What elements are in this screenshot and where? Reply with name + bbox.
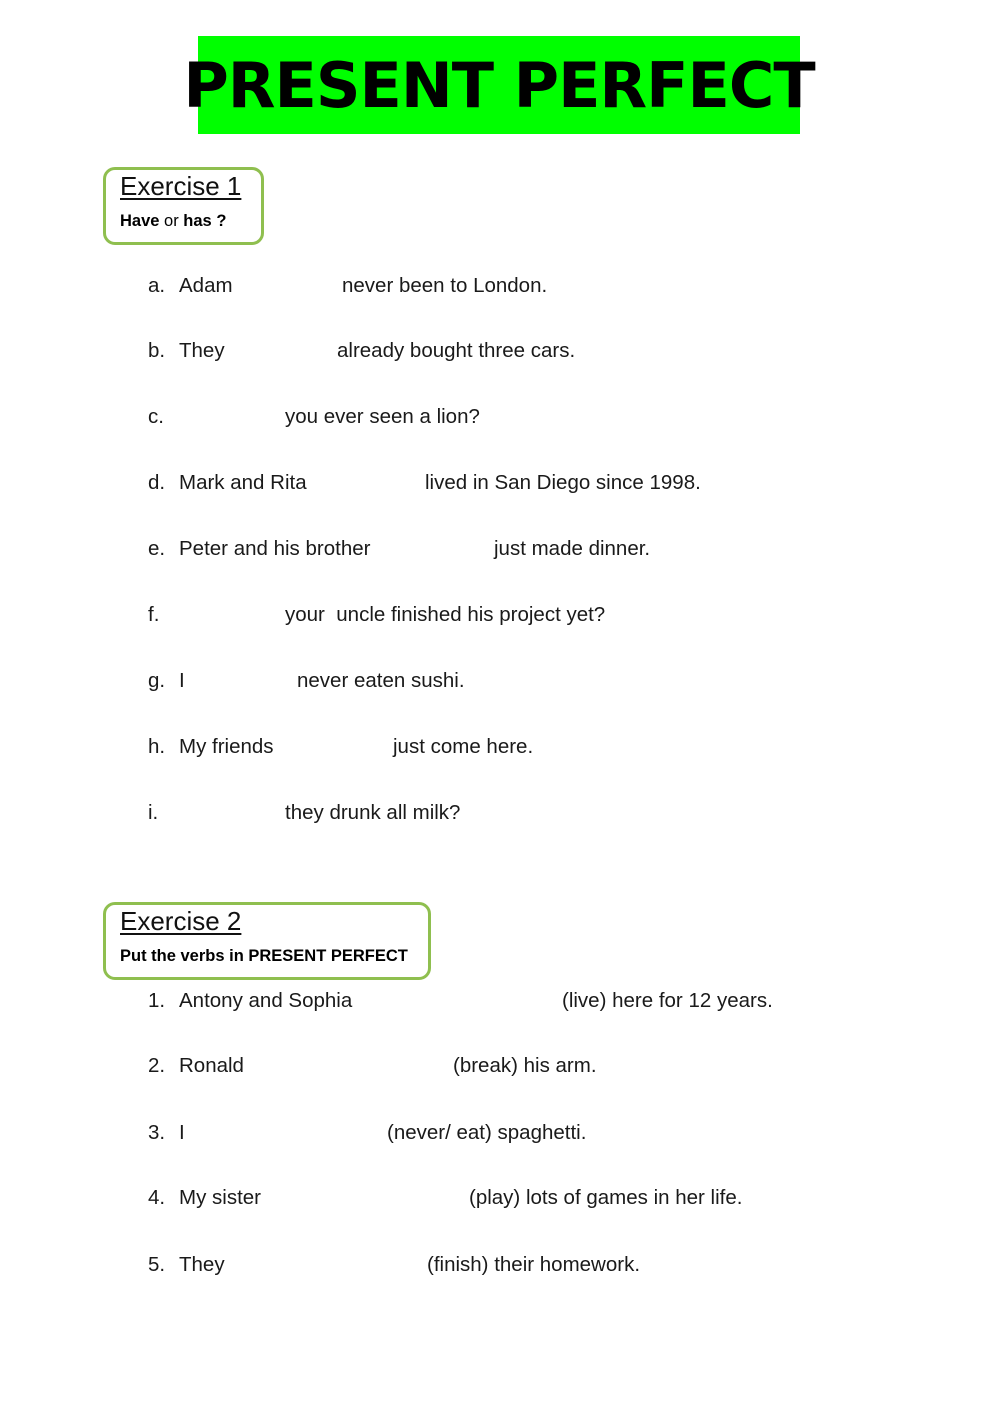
item-subject: Antony and Sophia — [179, 989, 353, 1012]
page-title: PRESENT PERFECT — [183, 48, 815, 122]
item-marker: 1. — [148, 989, 166, 1012]
item-marker: 5. — [148, 1253, 166, 1276]
item-rest: (break) his arm. — [453, 1054, 597, 1077]
item-marker: g. — [148, 669, 166, 692]
item-rest: never eaten sushi. — [297, 669, 465, 692]
item-marker: e. — [148, 537, 166, 560]
item-rest: never been to London. — [342, 274, 548, 297]
item-rest: (live) here for 12 years. — [562, 989, 773, 1012]
item-marker: b. — [148, 339, 166, 362]
item-subject: I — [179, 669, 185, 692]
instruction-have: Have — [120, 212, 160, 230]
item-subject: Adam — [179, 274, 233, 297]
item-subject: I — [179, 1121, 185, 1144]
item-marker: i. — [148, 801, 159, 824]
item-rest: lived in San Diego since 1998. — [425, 471, 701, 494]
item-subject: Ronald — [179, 1054, 244, 1077]
item-rest: already bought three cars. — [337, 339, 576, 362]
exercise-2-heading: Exercise 2 — [120, 906, 242, 936]
item-marker: d. — [148, 471, 166, 494]
exercise-2-header-box — [103, 902, 431, 980]
exercise-1-header-box — [103, 167, 264, 245]
exercise-1-instruction — [120, 212, 226, 231]
item-rest: just come here. — [393, 735, 534, 758]
item-marker: 2. — [148, 1054, 166, 1077]
title-banner — [183, 36, 815, 134]
instruction-or: or — [159, 212, 184, 230]
item-rest: you ever seen a lion? — [285, 405, 480, 428]
item-subject: My sister — [179, 1186, 261, 1209]
item-subject: Peter and his brother — [179, 537, 371, 560]
item-subject: They — [179, 339, 225, 362]
item-marker: c. — [148, 405, 164, 428]
item-rest: your uncle finished his project yet? — [285, 603, 606, 626]
instruction-has: has ? — [183, 212, 227, 230]
item-rest: they drunk all milk? — [285, 801, 461, 824]
item-marker: a. — [148, 274, 166, 297]
exercise-2-instruction: Put the verbs in PRESENT PERFECT — [120, 947, 408, 965]
item-marker: 3. — [148, 1121, 166, 1144]
item-subject: My friends — [179, 735, 274, 758]
item-rest: (never/ eat) spaghetti. — [387, 1121, 587, 1144]
item-subject: Mark and Rita — [179, 471, 307, 494]
item-marker: f. — [148, 603, 160, 626]
item-rest: just made dinner. — [494, 537, 651, 560]
exercise-1-heading: Exercise 1 — [120, 171, 242, 201]
item-subject: They — [179, 1253, 225, 1276]
item-rest: (play) lots of games in her life. — [469, 1186, 743, 1209]
item-rest: (finish) their homework. — [427, 1253, 641, 1276]
item-marker: 4. — [148, 1186, 166, 1209]
item-marker: h. — [148, 735, 166, 758]
